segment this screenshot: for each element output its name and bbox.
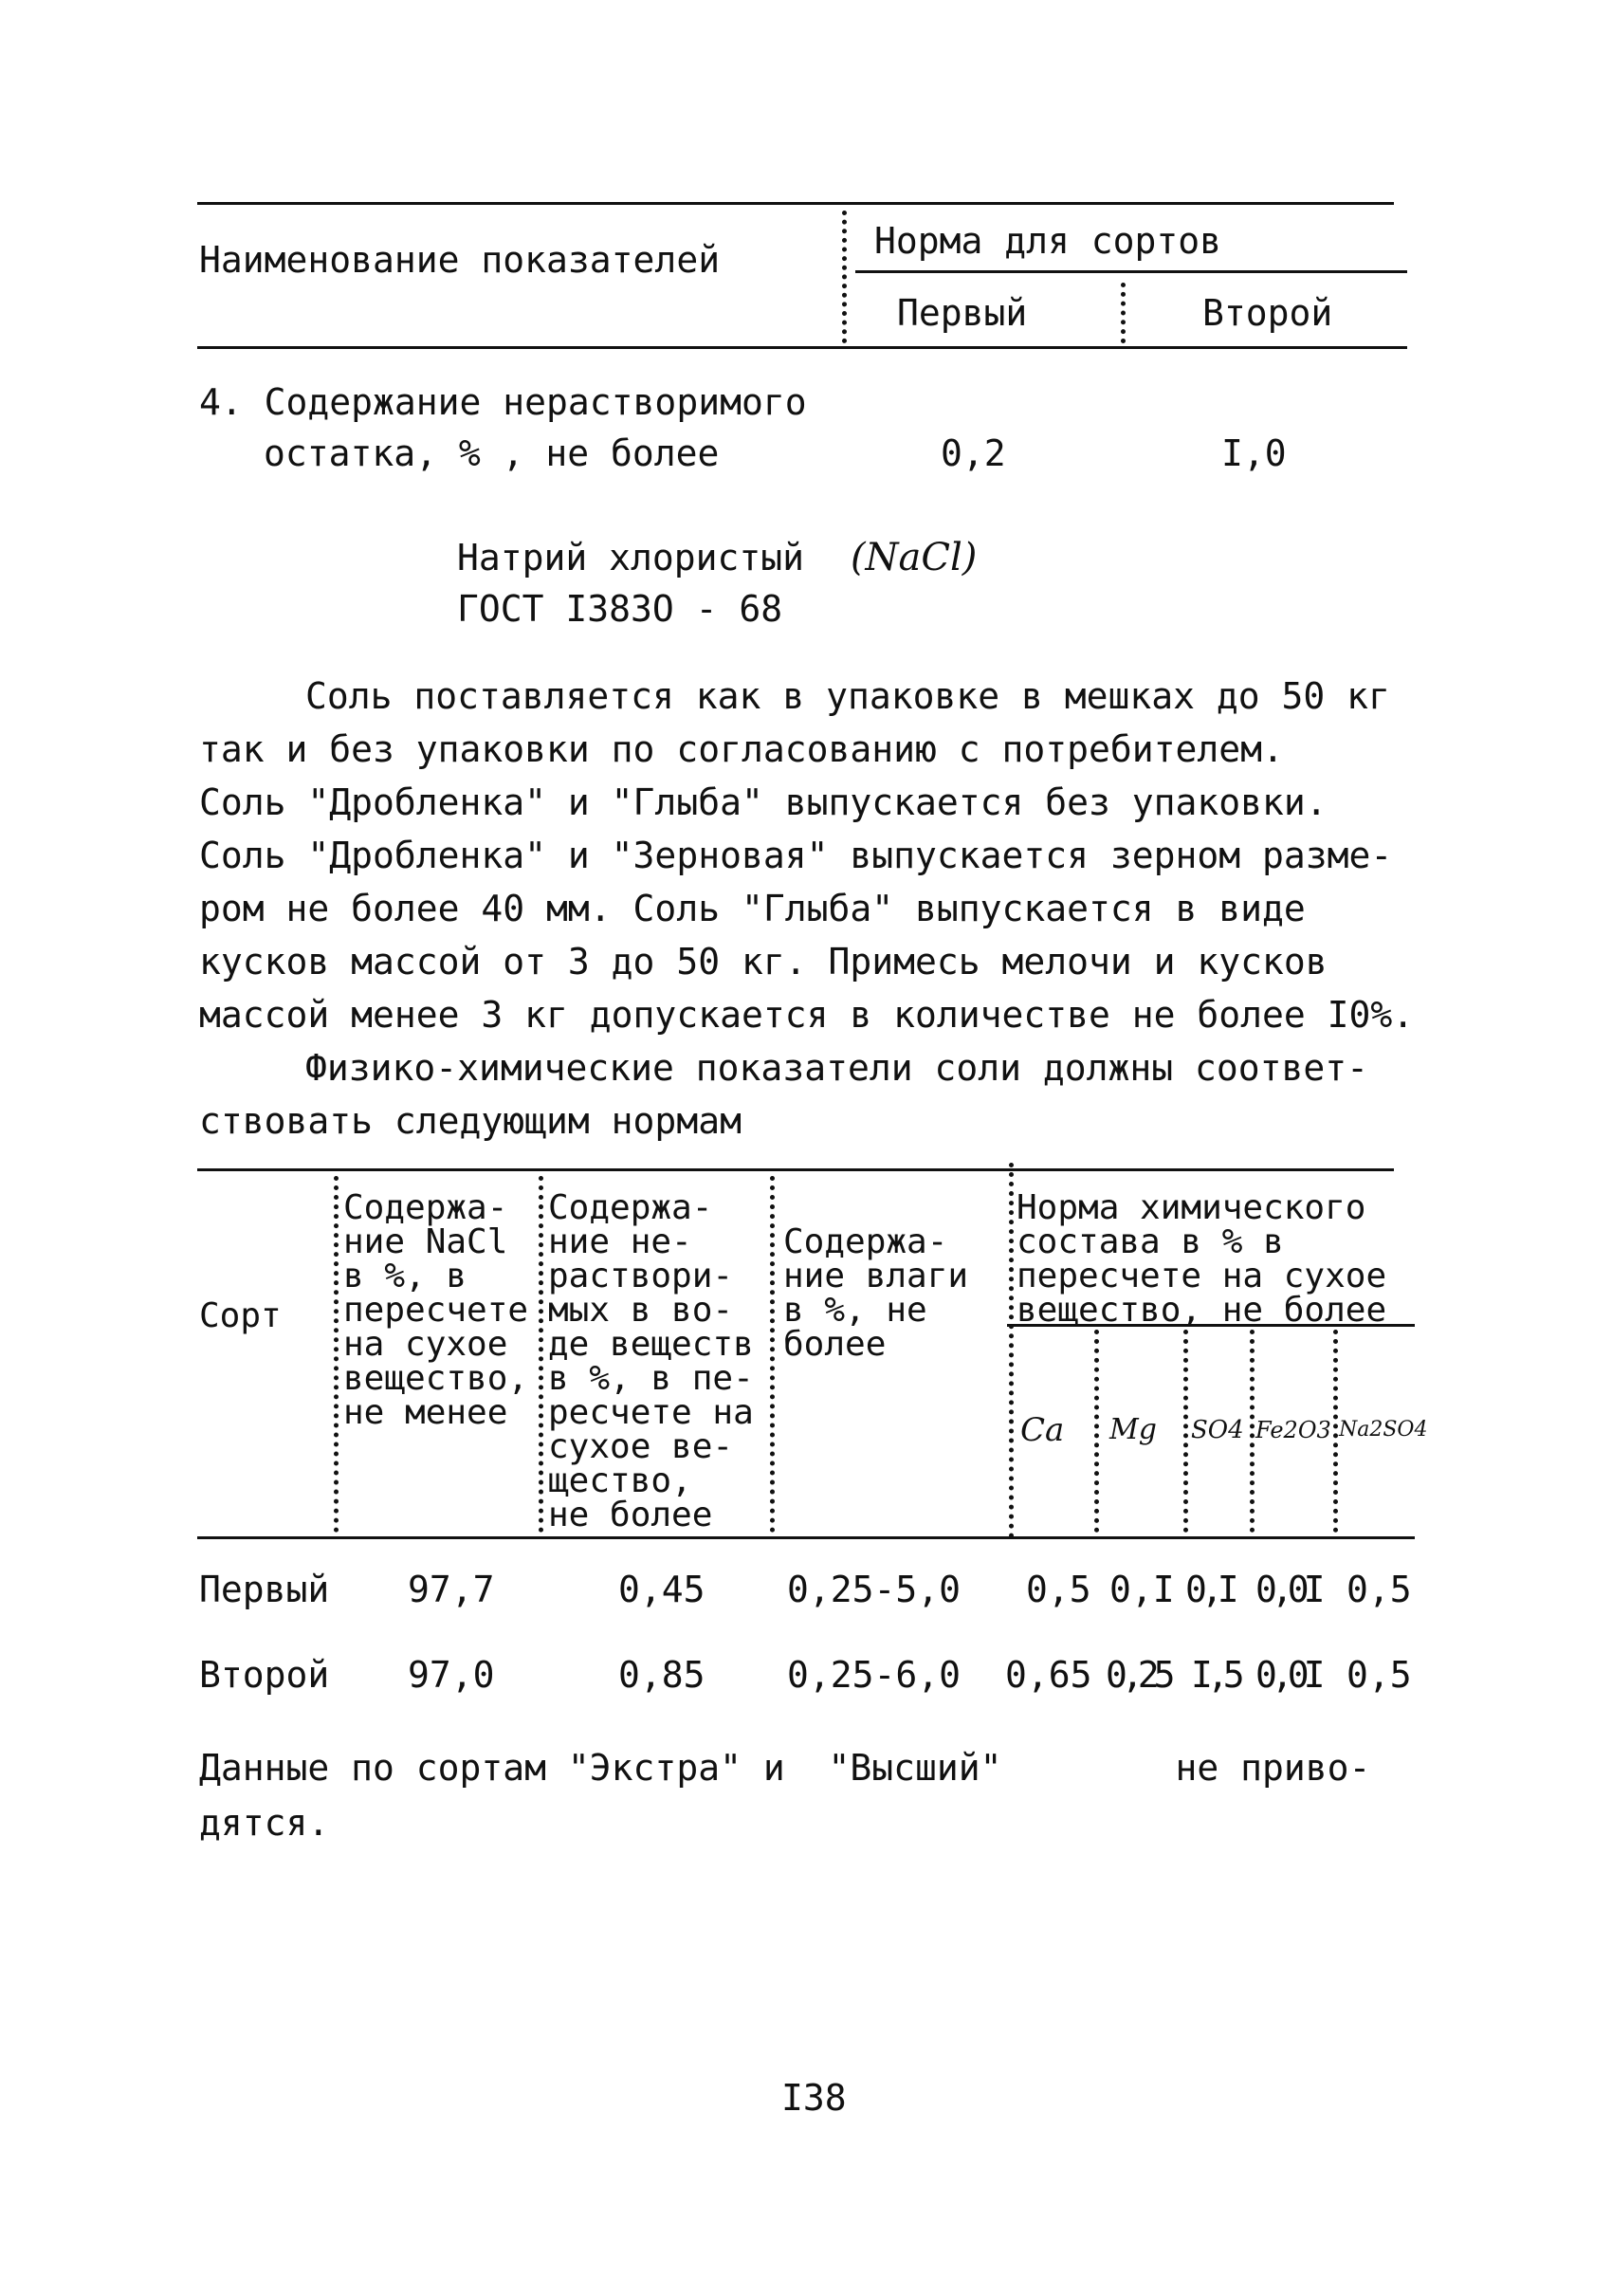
paragraph1-line: Соль "Дробленка" и "Зерновая" выпускается зерном разме- <box>199 835 1393 876</box>
table2-row2-mg: 0,25 <box>1106 1654 1170 1696</box>
section-formula: (NaCl) <box>850 536 978 579</box>
table2-moisture-header-line: Содержа- <box>783 1222 948 1261</box>
table2-chem-norm-header-line: Норма химического <box>1017 1188 1366 1227</box>
table2-top-rule <box>197 1168 1394 1171</box>
table2-chem-norm-header <box>1017 1188 1387 1330</box>
table2-row2-insoluble: 0,85 <box>618 1654 705 1696</box>
table2-row1-so4: 0,I <box>1185 1569 1234 1610</box>
table1-col-name-header: Наименование показателей <box>199 239 721 281</box>
paragraph1-line: массой менее 3 кг допускается в количестве не более I0%. <box>199 994 1415 1036</box>
table2-divider-5 <box>1094 1330 1099 1533</box>
table1-top-rule <box>197 202 1394 205</box>
table2-divider-8 <box>1333 1330 1338 1533</box>
table2-nacl-header-line: вещество, <box>343 1359 529 1398</box>
table2-chem-norm-header-line: вещество, не более <box>1017 1291 1387 1330</box>
table2-row2-ca: 0,65 <box>1005 1654 1092 1696</box>
table2-row2-so4: I,5 <box>1191 1654 1239 1696</box>
paragraph2-line: Физико-химические показатели соли должны соответ- <box>305 1047 1369 1089</box>
page-number: I38 <box>781 2077 847 2119</box>
table2-moisture-header-line: в %, не <box>783 1291 927 1330</box>
table1-row-label-line2: остатка, % , не более <box>264 432 720 474</box>
table2-insoluble-header-line: де веществ <box>548 1325 754 1364</box>
table2-chem-col-fe2o3: Fe2O3 <box>1255 1417 1331 1443</box>
table2-row1-na2so4: 0,5 <box>1346 1569 1412 1610</box>
table1-divider-1 <box>842 211 847 343</box>
table2-divider-6 <box>1183 1330 1188 1533</box>
table2-divider-1 <box>334 1176 339 1533</box>
table1-divider-2 <box>1121 283 1126 343</box>
table2-insoluble-header-line: раствори- <box>548 1257 734 1295</box>
table2-chem-norm-header-line: состава в % в <box>1017 1222 1284 1261</box>
table1-grade1-header: Первый <box>897 292 1028 334</box>
table2-divider-7 <box>1250 1330 1255 1533</box>
table2-chem-col-mg: Mg <box>1109 1413 1157 1446</box>
table2-insoluble-header-line: ние не- <box>548 1222 692 1261</box>
table1-grade1-value: 0,2 <box>941 432 1006 474</box>
table2-row2-fe2o3: 0,0I <box>1255 1654 1320 1696</box>
table2-divider-4 <box>1009 1163 1014 1538</box>
footnote-line: Данные по сортам "Экстра" и "Высший" не приво- <box>199 1747 1371 1789</box>
table2-nacl-header-line: ние NaCl <box>343 1222 508 1261</box>
table2-divider-2 <box>539 1176 543 1533</box>
paragraph1-line: Соль "Дробленка" и "Глыба" выпускается без упаковки. <box>199 781 1328 823</box>
table2-row1-ca: 0,5 <box>1026 1569 1091 1610</box>
table2-insoluble-header-line: сухое ве- <box>548 1427 734 1466</box>
table2-row2-moisture: 0,25-6,0 <box>787 1654 962 1696</box>
table2-insoluble-header-line: Содержа- <box>548 1188 713 1227</box>
table2-row1-fe2o3: 0,0I <box>1255 1569 1320 1610</box>
table2-nacl-header <box>343 1188 529 1432</box>
table2-insoluble-header <box>548 1188 754 1534</box>
table2-row1-moisture: 0,25-5,0 <box>787 1569 962 1610</box>
table2-insoluble-header-line: щество, <box>548 1461 692 1500</box>
table2-header-bottom-rule <box>197 1536 1415 1539</box>
table2-nacl-header-line: пересчете <box>343 1291 529 1330</box>
paragraph1-line: ром не более 40 мм. Соль "Глыба" выпускается в виде <box>199 888 1306 929</box>
table2-row2-na2so4: 0,5 <box>1346 1654 1412 1696</box>
table2-nacl-header-line: не менее <box>343 1393 508 1432</box>
table2-sort-header: Сорт <box>199 1296 282 1335</box>
table2-chem-col-so4: SO4 <box>1191 1416 1244 1444</box>
table2-row1-mg: 0,I <box>1109 1569 1175 1610</box>
table2-row1-sort: Первый <box>199 1569 330 1610</box>
paragraph1-line: Соль поставляется как в упаковке в мешках до 50 кг <box>305 675 1390 717</box>
table2-moisture-header-line: более <box>783 1325 887 1364</box>
table2-row2-sort: Второй <box>199 1654 330 1696</box>
table2-nacl-header-line: в %, в <box>343 1257 467 1295</box>
table2-chem-col-ca: Ca <box>1020 1411 1065 1449</box>
table2-divider-3 <box>770 1176 775 1533</box>
table2-moisture-header <box>783 1222 969 1364</box>
table2-insoluble-header-line: в %, в пе- <box>548 1359 754 1398</box>
table2-row2-nacl: 97,0 <box>408 1654 495 1696</box>
paragraph1-line: так и без упаковки по согласованию с потребителем. <box>199 728 1284 770</box>
table1-row-label-line1: 4. Содержание нерастворимого <box>199 381 807 423</box>
table1-grade2-value: I,0 <box>1221 432 1287 474</box>
paragraph1-line: кусков массой от 3 до 50 кг. Примесь мелочи и кусков <box>199 941 1328 983</box>
section-title <box>457 531 977 584</box>
table2-insoluble-header-line: мых в во- <box>548 1291 734 1330</box>
table2-insoluble-header-line: не более <box>548 1496 713 1534</box>
footnote-line: дятся. <box>199 1802 330 1844</box>
table2-row1-nacl: 97,7 <box>408 1569 495 1610</box>
table2-moisture-header-line: ние влаги <box>783 1257 969 1295</box>
table1-norm-underline <box>855 270 1407 273</box>
table2-row1-insoluble: 0,45 <box>618 1569 705 1610</box>
table2-insoluble-header-line: ресчете на <box>548 1393 754 1432</box>
paragraph2-line: ствовать следующим нормам <box>199 1100 742 1142</box>
table1-grade2-header: Второй <box>1202 292 1333 334</box>
table1-header-bottom-rule <box>197 346 1407 349</box>
table2-chem-norm-header-line: пересчете на сухое <box>1017 1257 1387 1295</box>
table2-nacl-header-line: Содержа- <box>343 1188 508 1227</box>
table1-norm-header: Норма для сортов <box>874 220 1222 262</box>
table2-nacl-header-line: на сухое <box>343 1325 508 1364</box>
table2-chem-col-na2so4: Na2SO4 <box>1339 1418 1428 1442</box>
section-standard: ГОСТ I383O - 68 <box>457 588 783 630</box>
section-title-text: Натрий хлористый <box>457 537 805 579</box>
